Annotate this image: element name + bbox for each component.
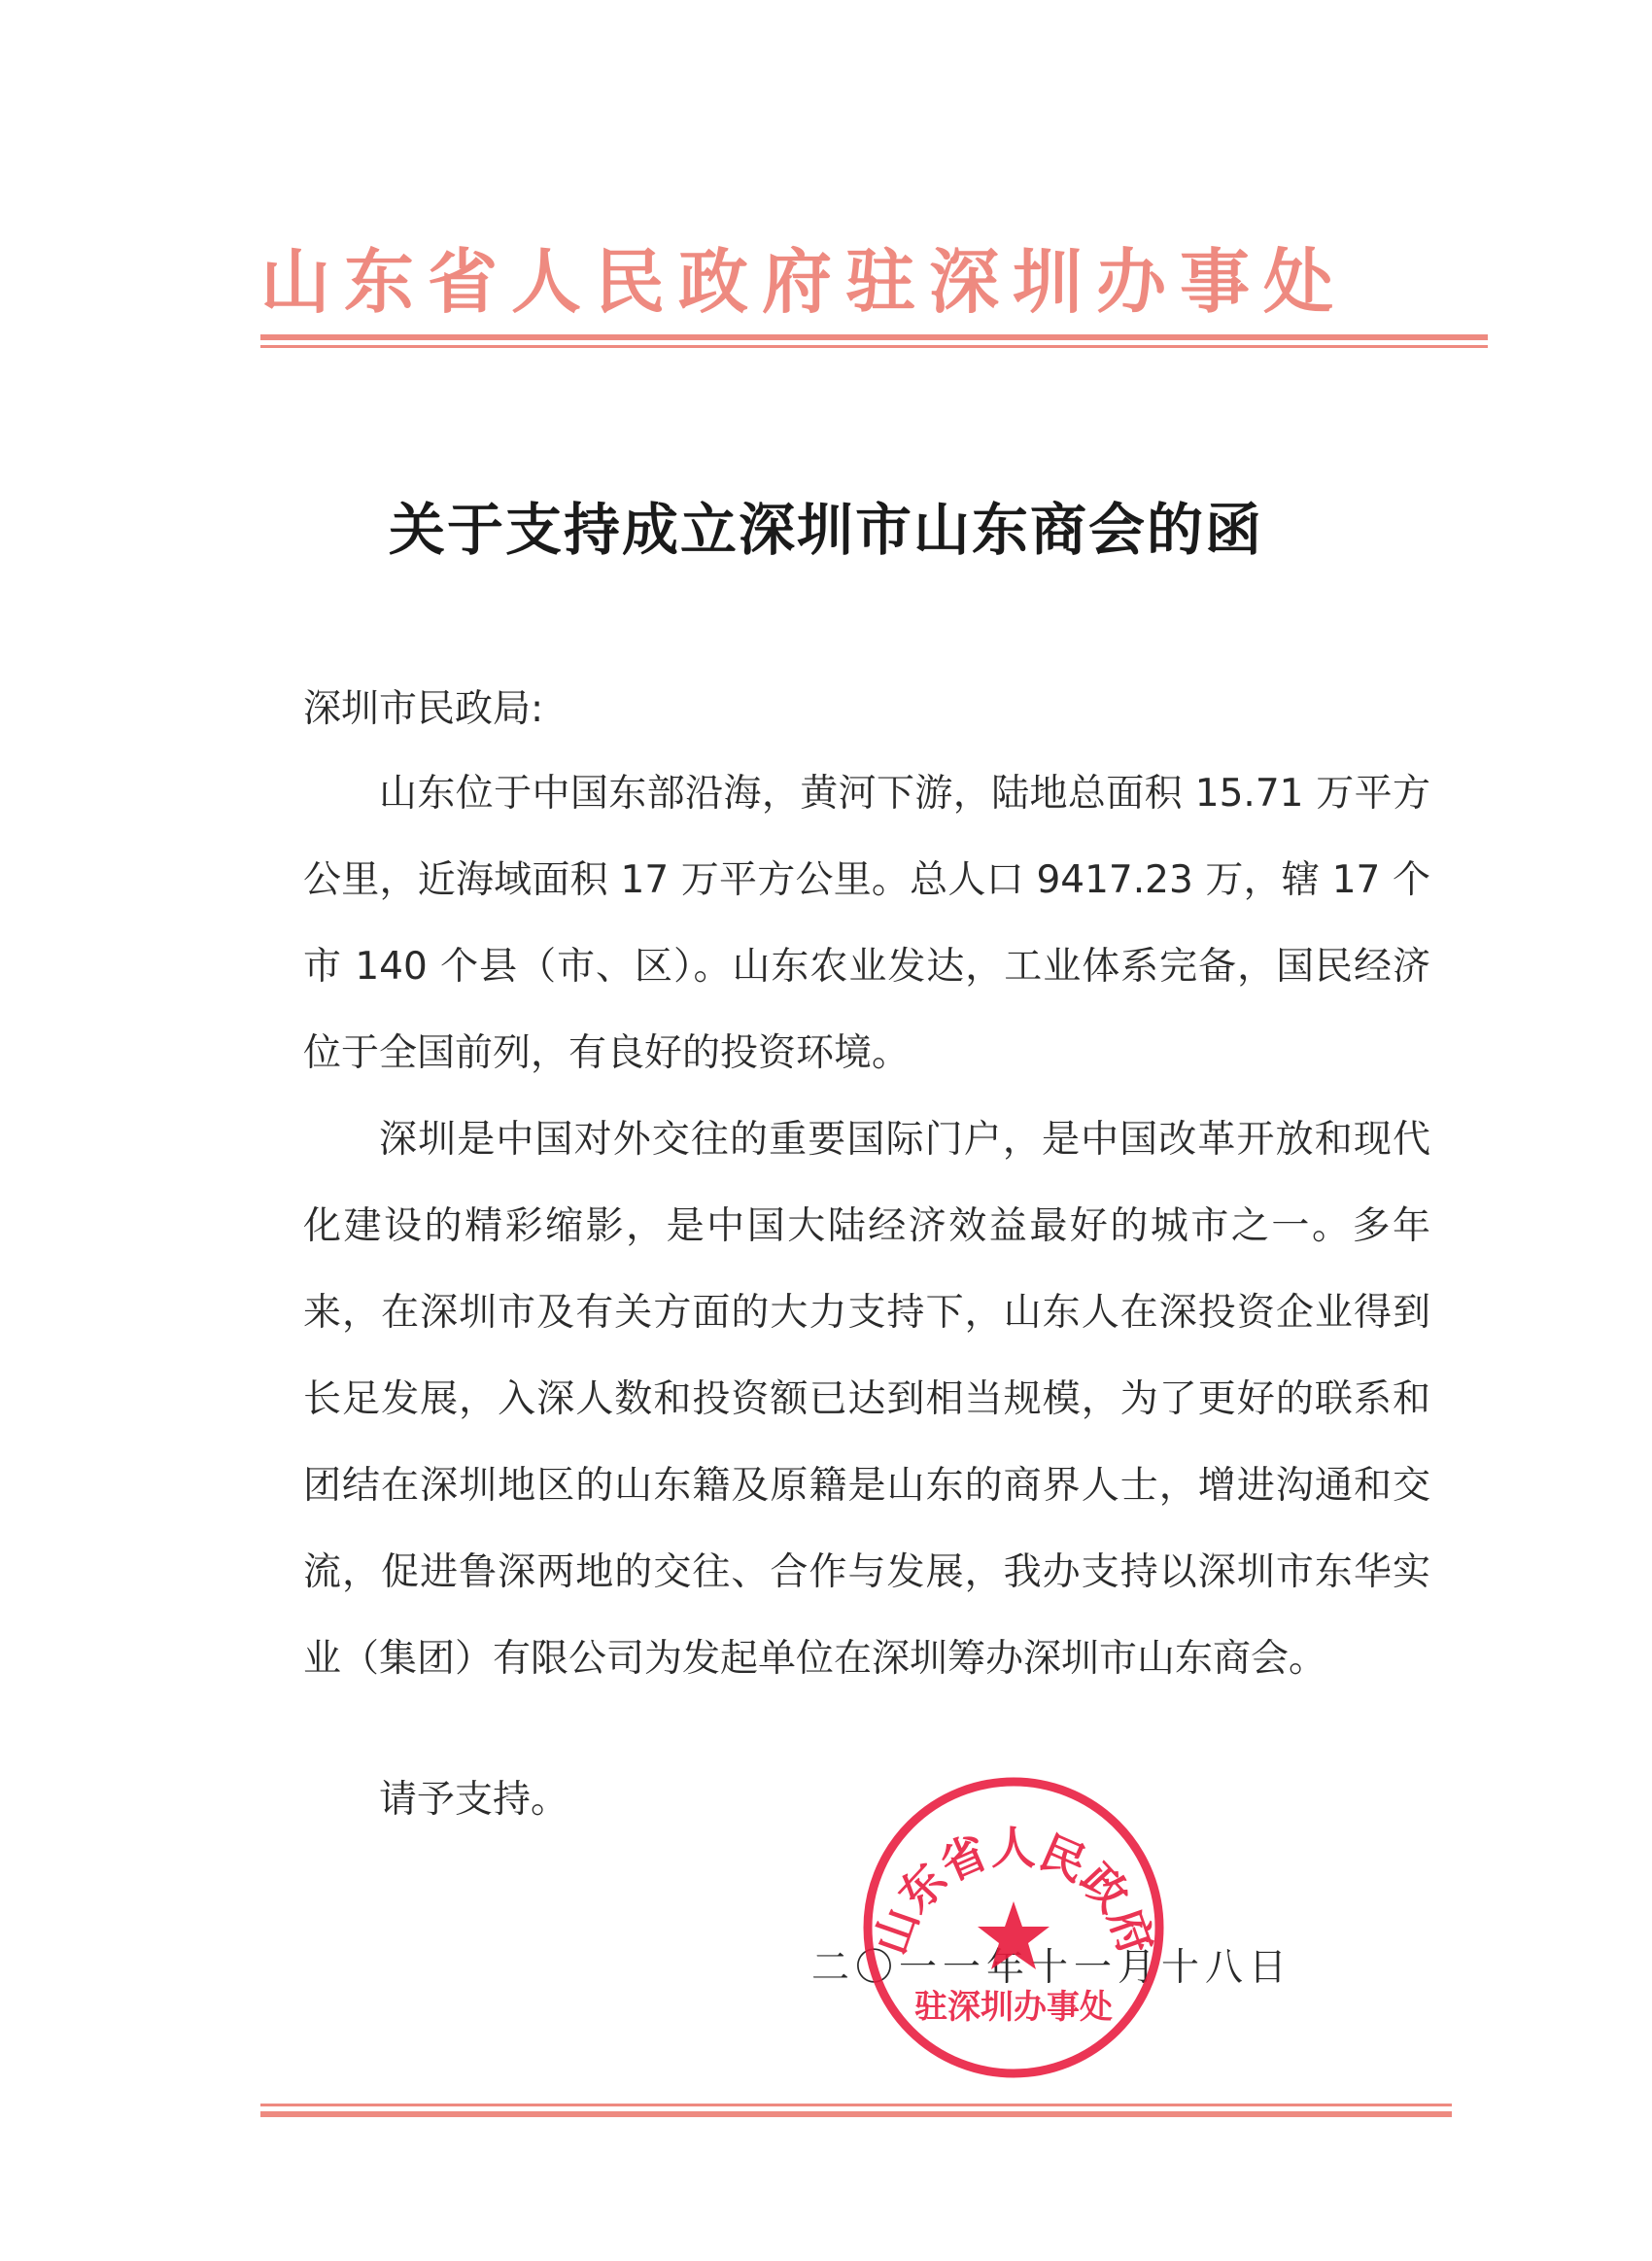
letter-body <box>303 750 1430 1702</box>
letterhead-rule-thin <box>260 345 1488 348</box>
letterhead-rule-thick <box>260 334 1488 340</box>
seal-star-icon <box>978 1901 1050 1969</box>
official-seal-stamp <box>853 1767 1174 2088</box>
seal-arc-text: 山东省人民政府 <box>864 1822 1163 1962</box>
letterhead-org-name: 山东省人民政府驻深圳办事处 <box>260 240 1348 323</box>
body-paragraph: 深圳是中国对外交往的重要国际门户，是中国改革开放和现代化建设的精彩缩影，是中国大陆经济效益最好的城市之一。多年来，在深圳市及有关方面的大力支持下，山东人在深投资企业得到长足发展，入深人数和投资额已达到相当规模，为了更好的联系和团结在深圳地区的山东籍及原籍是山东的商界人士，增进沟通和交流，促进鲁深两地的交往、合作与发展，我办支持以深圳市东华实业（集团）有限公司为发起单位在深圳筹办深圳市山东商会。 <box>303 1118 1430 1681</box>
footer-rule-thick <box>260 2111 1452 2117</box>
date-line: 二〇一一年十一月十八日 <box>811 1946 1293 1990</box>
closing-line: 请予支持。 <box>379 1778 569 1822</box>
document-title: 关于支持成立深圳市山东商会的函 <box>388 497 1263 563</box>
seal-bottom-text: 驻深圳办事处 <box>914 1988 1113 2027</box>
body-paragraph: 山东位于中国东部沿海，黄河下游，陆地总面积 15.71 万平方公里，近海域面积 17 万平方公里。总人口 9417.23 万，辖 17 个市 140 个县（市、区）。山东农业发达，工业体系完备，国民经济位于全国前列，有良好的投资环境。 <box>303 772 1430 1075</box>
footer-rule-thin <box>260 2104 1452 2106</box>
salutation: 深圳市民政局: <box>303 687 544 731</box>
